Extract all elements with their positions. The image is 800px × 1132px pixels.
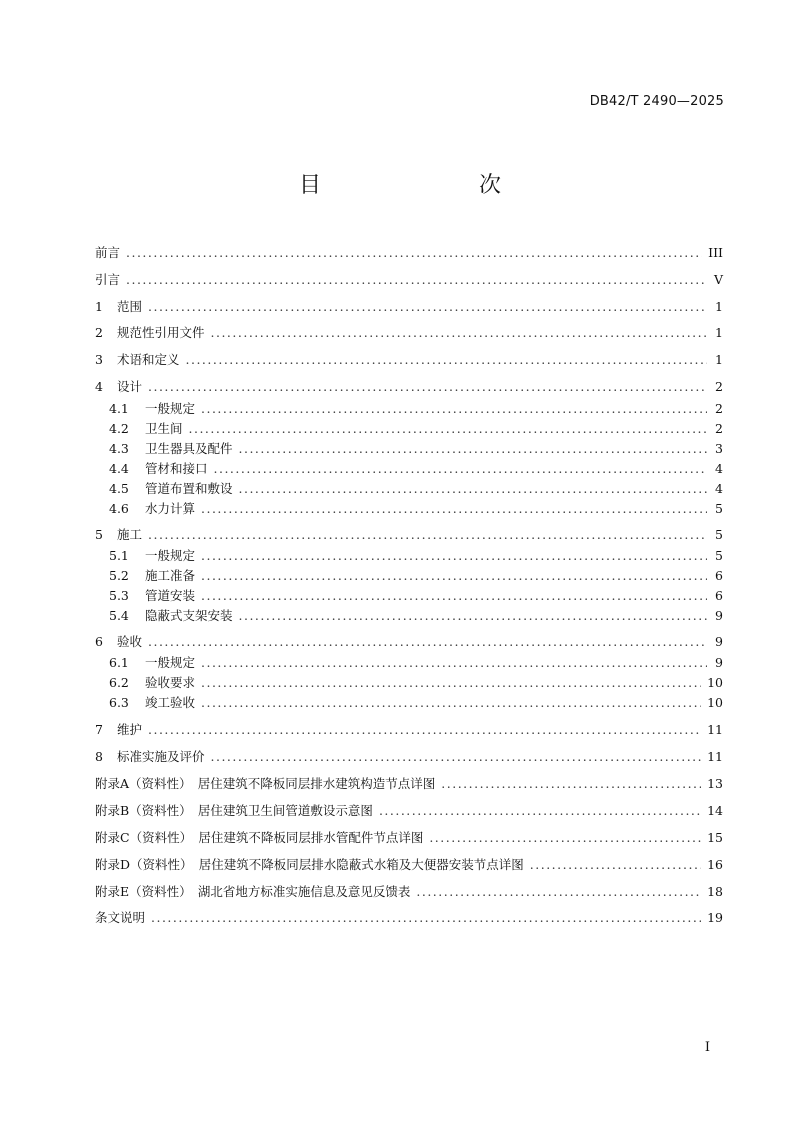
toc-entry-number: 1 [95,298,103,314]
toc-entry-title: 规范性引用文件 [117,325,205,340]
toc-entry-number: 6.2 [109,674,129,690]
toc-entry-page: 10 [707,694,723,710]
toc-entry-page: 5 [715,500,723,516]
dot-leader [126,245,702,260]
toc-entry[interactable] [95,881,723,901]
toc-entry[interactable] [95,907,723,927]
toc-entry-number: 4 [95,378,103,394]
dot-leader [214,461,707,476]
toc-entry-title: 设计 [117,379,143,394]
toc-entry[interactable] [109,398,723,418]
toc-entry[interactable] [95,349,723,369]
toc-entry-page: V [713,271,723,287]
dot-leader [530,857,701,872]
toc-entry[interactable] [109,692,723,712]
dot-leader [201,655,707,670]
toc-entry-title: 维护 [117,722,143,737]
dot-leader [211,749,702,764]
toc-entry[interactable] [95,827,723,847]
toc-entry-title: 附录D（资料性） 居住建筑不降板同层排水隐蔽式水箱及大便器安装节点详图 [95,857,524,872]
toc-entry-title: 附录C（资料性） 居住建筑不降板同层排水管配件节点详图 [95,830,424,845]
document-code: DB42/T 2490—2025 [589,94,724,109]
page-title: 目 次 [298,173,539,198]
toc-entry-page: 19 [707,909,723,925]
dot-leader [189,421,707,436]
toc-entry-title: 前言 [95,245,121,260]
toc-entry-page: 1 [715,298,723,314]
toc-entry-title: 术语和定义 [117,352,180,367]
toc-entry-title: 管道安装 [145,588,196,603]
toc-entry-number: 5.4 [109,607,129,623]
toc-entry-number: 7 [95,721,103,737]
toc-entry-page: 9 [715,607,723,623]
toc-entry-title: 附录A（资料性） 居住建筑不降板同层排水建筑构造节点详图 [95,776,436,791]
dot-leader [239,481,707,496]
toc-entry-title: 验收 [117,634,143,649]
toc-entry[interactable] [109,418,723,438]
toc-entry-number: 8 [95,748,103,764]
toc-entry-number: 2 [95,324,103,340]
toc-entry-number: 4.4 [109,460,129,476]
toc-entry-number: 4.6 [109,500,129,516]
toc-entry-title: 范围 [117,299,143,314]
toc-entry[interactable] [95,322,723,342]
toc-entry-page: 2 [715,378,723,394]
toc-entry-page: 9 [715,633,723,649]
toc-entry-title: 一般规定 [145,401,196,416]
dot-leader [239,441,707,456]
toc-entry-page: 2 [715,400,723,416]
toc-entry[interactable] [95,773,723,793]
toc-entry-title: 竣工验收 [145,695,196,710]
toc-entry[interactable] [95,269,723,289]
toc-entry-number: 3 [95,351,103,367]
toc-entry-page: 18 [707,883,723,899]
toc-entry[interactable] [95,800,723,820]
toc-entry[interactable] [109,652,723,672]
toc-entry-page: 14 [707,802,723,818]
toc-entry-number: 5.3 [109,587,129,603]
dot-leader [201,568,707,583]
toc-entry-page: 9 [715,654,723,670]
toc-entry-title: 卫生间 [145,421,183,436]
toc-entry-title: 管道布置和敷设 [145,481,233,496]
toc-entry[interactable] [109,458,723,478]
toc-entry-page: 6 [715,567,723,583]
dot-leader [126,272,707,287]
toc-entry[interactable] [95,242,723,262]
toc-entry-number: 5 [95,526,103,542]
dot-leader [201,548,707,563]
toc-entry[interactable] [109,672,723,692]
toc-entry-page: 3 [715,440,723,456]
toc-entry-number: 4.5 [109,480,129,496]
toc-entry-number: 4.3 [109,440,129,456]
dot-leader [239,608,707,623]
toc-entry[interactable] [95,524,723,544]
toc-entry[interactable] [109,498,723,518]
toc-entry-page: 5 [715,547,723,563]
toc-entry-page: 11 [707,748,723,764]
toc-entry[interactable] [95,746,723,766]
toc-entry-page: 13 [707,775,723,791]
toc-entry[interactable] [109,605,723,625]
dot-leader [211,325,707,340]
dot-leader [186,352,707,367]
toc-entry-page: 4 [715,480,723,496]
toc-entry-number: 5.2 [109,567,129,583]
dot-leader [148,299,707,314]
toc-entry-title: 附录B（资料性） 居住建筑卫生间管道敷设示意图 [95,803,373,818]
dot-leader [379,803,701,818]
toc-entry-title: 管材和接口 [145,461,208,476]
dot-leader [201,501,707,516]
toc-entry-title: 施工 [117,527,143,542]
toc-entry-page: 1 [715,351,723,367]
toc-entry-page: 1 [715,324,723,340]
toc-entry[interactable] [95,854,723,874]
toc-entry-title: 隐蔽式支架安装 [145,608,233,623]
toc-entry[interactable] [95,631,723,651]
toc-entry-title: 验收要求 [145,675,196,690]
toc-entry[interactable] [95,296,723,316]
dot-leader [148,722,701,737]
toc-entry-title: 施工准备 [145,568,196,583]
toc-entry-title: 附录E（资料性） 湖北省地方标准实施信息及意见反馈表 [95,884,411,899]
toc-entry-title: 引言 [95,272,121,287]
toc-entry-number: 6 [95,633,103,649]
toc-entry-page: 6 [715,587,723,603]
toc-entry-page: 11 [707,721,723,737]
toc-entry-page: 15 [707,829,723,845]
toc-entry-number: 4.2 [109,420,129,436]
dot-leader [201,695,701,710]
toc-entry-number: 6.1 [109,654,129,670]
page-number: I [704,1040,710,1055]
toc-entry-title: 一般规定 [145,548,196,563]
toc-entry-page: III [708,244,723,260]
dot-leader [201,588,707,603]
toc-entry-number: 5.1 [109,547,129,563]
toc-entry[interactable] [109,478,723,498]
toc-entry-number: 4.1 [109,400,129,416]
dot-leader [441,776,701,791]
dot-leader [201,401,707,416]
toc-entry[interactable] [109,585,723,605]
toc-entry-page: 4 [715,460,723,476]
toc-entry-title: 标准实施及评价 [117,749,205,764]
toc-entry[interactable] [95,719,723,739]
toc-entry-title: 一般规定 [145,655,196,670]
toc-entry[interactable] [95,376,723,396]
toc-entry[interactable] [109,438,723,458]
toc-entry-page: 5 [715,526,723,542]
dot-leader [416,884,701,899]
dot-leader [148,634,707,649]
toc-entry-number: 6.3 [109,694,129,710]
dot-leader [148,527,707,542]
dot-leader [148,379,707,394]
toc-entry-title: 条文说明 [95,910,146,925]
toc-entry[interactable] [109,545,723,565]
toc-entry-title: 水力计算 [145,501,196,516]
toc-entry-page: 10 [707,674,723,690]
toc-entry-page: 2 [715,420,723,436]
dot-leader [429,830,701,845]
toc-entry-page: 16 [707,856,723,872]
toc-entry-title: 卫生器具及配件 [145,441,233,456]
toc-entry[interactable] [109,565,723,585]
dot-leader [151,910,701,925]
dot-leader [201,675,701,690]
